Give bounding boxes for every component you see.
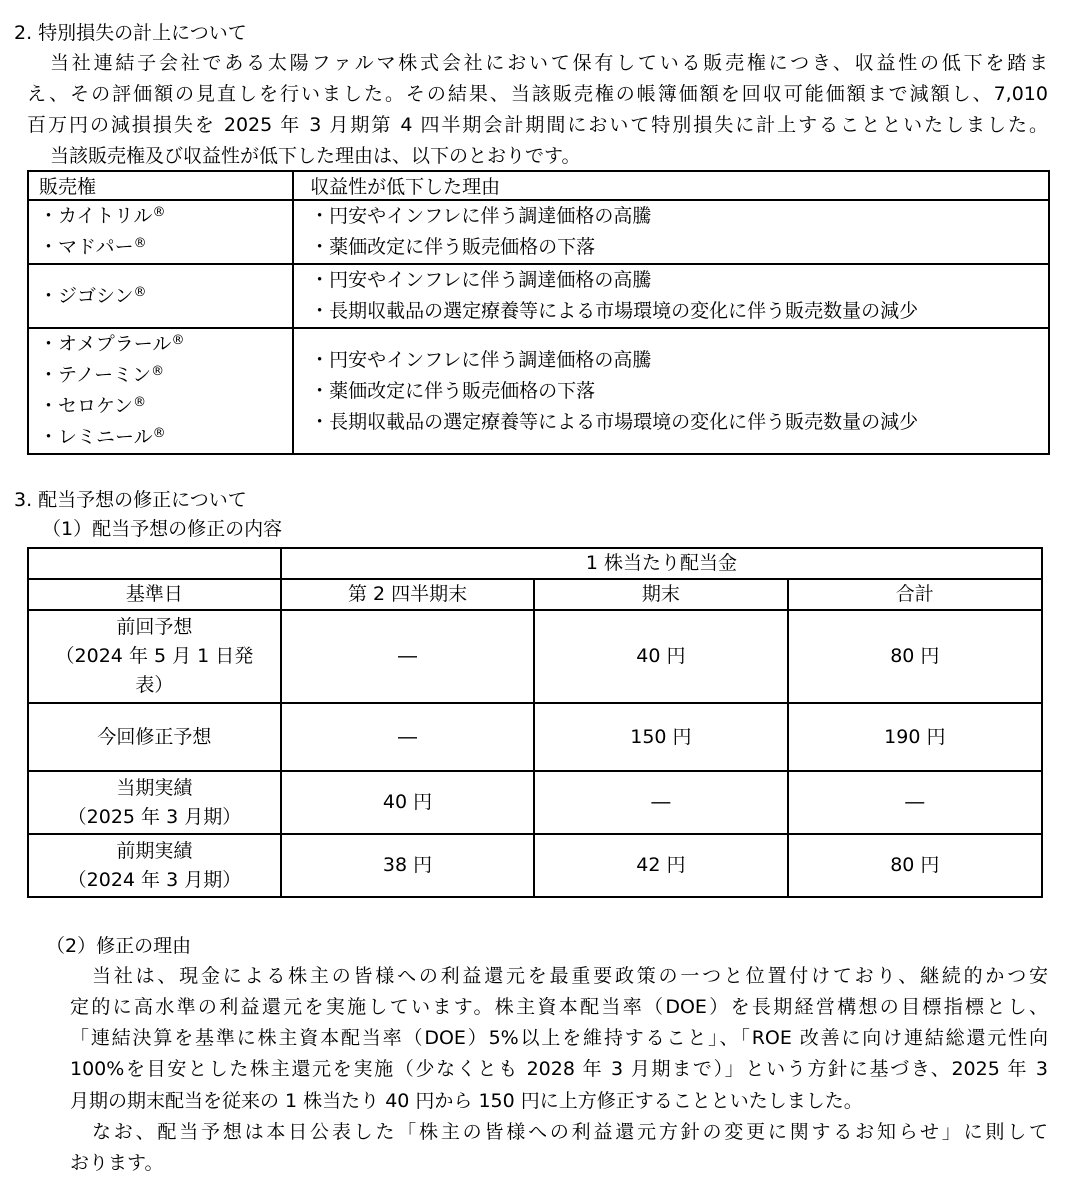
q2-end-value: ― — [281, 703, 534, 771]
registered-mark: ® — [171, 333, 185, 348]
table-row — [28, 703, 1042, 771]
section-2-paragraph-line-2: え、その評価額の見直しを行いました。その結果、当該販売権の帳簿価額を回収可能価額まで減額し、7,010 — [27, 83, 1048, 105]
rights-item: ・カイトリル® — [39, 205, 166, 227]
dividend-revision-subheading: （1）配当予想の修正の内容 — [42, 518, 283, 540]
year-end-value: ― — [534, 771, 787, 834]
reason-paragraph-line-1: 当社は、現金による株主の皆様への利益還元を最重要政策の一つと位置付けており、継続的かつ安 — [92, 965, 1048, 987]
row-label — [28, 834, 281, 897]
year-end-value: 42 円 — [534, 834, 787, 897]
blank-corner-cell — [28, 548, 281, 579]
reason-item: ・薬価改定に伴う販売価格の下落 — [310, 379, 596, 402]
section-3-heading: 3. 配当予想の修正について — [14, 489, 247, 511]
year-end-value: 40 円 — [534, 610, 787, 703]
rights-item: ・マドパー® — [39, 236, 147, 258]
rights-item: ・ジゴシン® — [39, 284, 147, 307]
header-record-date: 基準日 — [28, 579, 281, 610]
note-paragraph-line-2: おります。 — [70, 1152, 164, 1174]
reasons-cell — [293, 328, 1049, 454]
rights-item: ・レミニール® — [39, 426, 166, 448]
sales-rights-table-header — [28, 171, 1049, 200]
table-row — [28, 610, 1042, 703]
reason-paragraph-line-3: 「連結決算を基準に株主資本配当率（DOE）5%以上を維持すること」、「ROE 改善に向け連結総還元性向 — [70, 1027, 1048, 1049]
header-year-end: 期末 — [534, 579, 787, 610]
row-label — [28, 610, 281, 703]
rights-item: ・オメプラール® — [39, 333, 185, 355]
rights-cell — [28, 264, 293, 328]
section-2-paragraph-line-3: 百万円の減損損失を 2025 年 3 月期第 4 四半期会計期間において特別損失に計上することといたしました。 — [27, 114, 1048, 136]
reason-paragraph-line-5: 月期の期末配当を従来の 1 株当たり 40 円から 150 円に上方修正することといたしました。 — [70, 1090, 863, 1112]
table-row — [28, 328, 1049, 454]
rights-item: ・テノーミン® — [39, 364, 165, 386]
table-row — [28, 771, 1042, 834]
q2-end-value: ― — [281, 610, 534, 703]
dividend-forecast-table — [27, 547, 1043, 898]
revision-reason-subheading: （2）修正の理由 — [46, 935, 192, 957]
reason-paragraph-line-2: 定的に高水準の利益還元を実施しています。株主資本配当率（DOE）を長期経営構想の目標指標とし、 — [70, 996, 1048, 1018]
registered-mark: ® — [152, 426, 166, 441]
table-row — [28, 834, 1042, 897]
row-label-line: 当期実績 — [116, 776, 193, 799]
row-label — [28, 703, 281, 771]
header-sales-rights: 販売権 — [28, 171, 293, 200]
row-label — [28, 771, 281, 834]
row-label-line: 表） — [135, 674, 174, 696]
row-label-line: （2024 年 5 月 1 日発 — [55, 645, 254, 667]
table-row — [28, 264, 1049, 328]
q2-end-value: 38 円 — [281, 834, 534, 897]
registered-mark: ® — [133, 395, 147, 410]
reason-item: ・長期収載品の選定療養等による市場環境の変化に伴う販売数量の減少 — [310, 300, 919, 322]
row-label-line: （2025 年 3 月期） — [67, 805, 242, 828]
reason-item: ・円安やインフレに伴う調達価格の高騰 — [310, 348, 652, 371]
dividend-group-header-row — [28, 548, 1042, 579]
reason-item: ・円安やインフレに伴う調達価格の高騰 — [310, 269, 652, 291]
sales-rights-table — [27, 170, 1050, 455]
row-label-line: 前期実績 — [116, 839, 193, 862]
table-row — [28, 200, 1049, 264]
reason-item: ・薬価改定に伴う販売価格の下落 — [310, 236, 596, 258]
year-end-value: 150 円 — [534, 703, 787, 771]
header-reason: 収益性が低下した理由 — [293, 171, 1049, 200]
section-2-intro: 当該販売権及び収益性が低下した理由は、以下のとおりです。 — [50, 145, 581, 167]
rights-cell — [28, 200, 293, 264]
header-q2-end: 第 2 四半期末 — [281, 579, 534, 610]
row-label-line: 前回予想 — [116, 616, 193, 638]
total-value: 80 円 — [788, 610, 1042, 703]
total-value: ― — [788, 771, 1042, 834]
reason-item: ・長期収載品の選定療養等による市場環境の変化に伴う販売数量の減少 — [310, 410, 919, 433]
total-value: 190 円 — [788, 703, 1042, 771]
registered-mark: ® — [133, 284, 147, 300]
registered-mark: ® — [151, 364, 165, 379]
row-label-line: （2024 年 3 月期） — [67, 868, 242, 891]
dividend-column-header-row — [28, 579, 1042, 610]
reason-item: ・円安やインフレに伴う調達価格の高騰 — [310, 205, 652, 227]
section-2-paragraph-line-1: 当社連結子会社である太陽ファルマ株式会社において保有している販売権につき、収益性の低下を踏ま — [50, 52, 1048, 74]
rights-item: ・セロケン® — [39, 395, 147, 417]
row-label-line: 今回修正予想 — [97, 725, 212, 748]
reasons-cell — [293, 264, 1049, 328]
dividend-per-share-header: 1 株当たり配当金 — [281, 548, 1042, 579]
registered-mark: ® — [133, 236, 147, 251]
rights-cell — [28, 328, 293, 454]
q2-end-value: 40 円 — [281, 771, 534, 834]
reason-paragraph-line-4: 100%を目安とした株主還元を実施（少なくとも 2028 年 3 月期まで）」という方針に基づき、2025 年 3 — [70, 1058, 1048, 1080]
registered-mark: ® — [152, 205, 166, 220]
section-2-heading: 2. 特別損失の計上について — [14, 22, 247, 44]
reasons-cell — [293, 200, 1049, 264]
header-total: 合計 — [788, 579, 1042, 610]
note-paragraph-line-1: なお、配当予想は本日公表した「株主の皆様への利益還元方針の変更に関するお知らせ」に則して — [92, 1121, 1048, 1143]
total-value: 80 円 — [788, 834, 1042, 897]
